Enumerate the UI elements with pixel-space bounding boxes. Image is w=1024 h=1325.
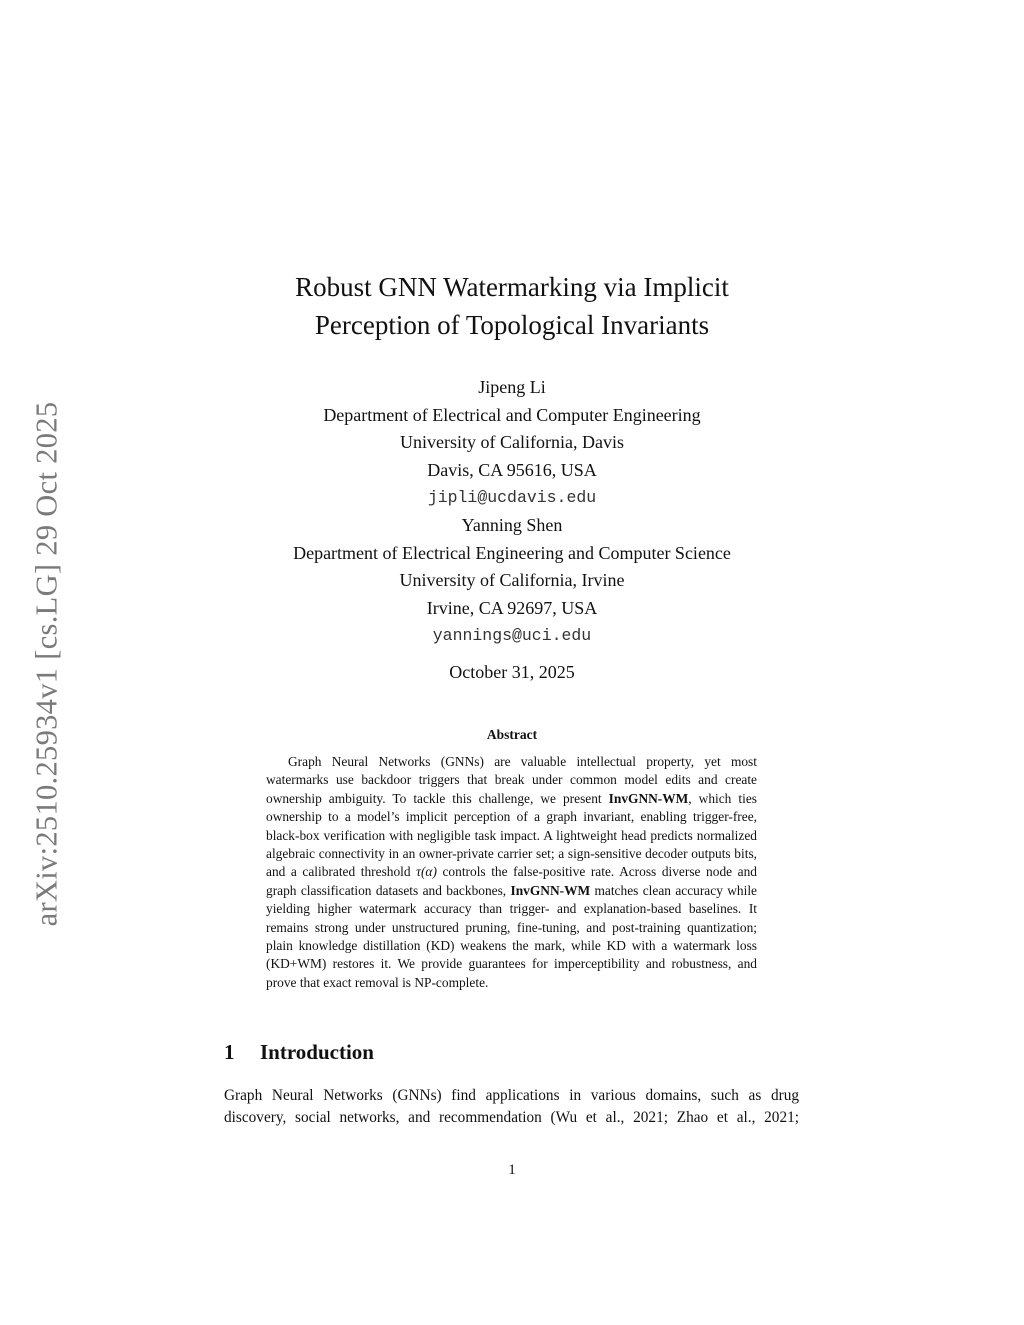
publication-date: October 31, 2025 bbox=[449, 662, 575, 682]
title-line-1: Robust GNN Watermarking via Implicit bbox=[295, 272, 729, 302]
method-name: InvGNN-WM bbox=[608, 790, 689, 806]
abstract-body bbox=[266, 753, 757, 992]
author-university: University of California, Irvine bbox=[399, 570, 625, 591]
author-name: Yanning Shen bbox=[461, 514, 563, 535]
author-name: Jipeng Li bbox=[478, 377, 546, 397]
author-location: Irvine, CA 92697, USA bbox=[426, 597, 598, 618]
threshold-symbol: τ(α) bbox=[416, 864, 437, 880]
author-department: Department of Electrical and Computer Engineering bbox=[323, 404, 701, 425]
title-line-2: Perception of Topological Invariants bbox=[314, 310, 710, 340]
section-title: Introduction bbox=[260, 1040, 374, 1064]
arxiv-identifier-stamp: arXiv:2510.25934v1 [cs.LG] 29 Oct 2025 bbox=[29, 401, 64, 927]
abstract-text: controls the false-positive rate. Across diverse node and graph classification datasets and backbones, bbox=[266, 864, 757, 898]
author-email: yannings@uci.edu bbox=[432, 626, 592, 646]
author-email: jipli@ucdavis.edu bbox=[427, 488, 597, 508]
abstract-heading: Abstract bbox=[486, 727, 538, 742]
section-heading bbox=[224, 1040, 374, 1065]
author-location: Davis, CA 95616, USA bbox=[427, 459, 597, 480]
paper-title bbox=[0, 268, 1024, 344]
page-number: 1 bbox=[508, 1162, 516, 1178]
abstract-text: , which ties ownership to a model’s implicit perception of a graph invariant, enabling trigger-free, black-box verification with negligible task impact. A lightweight head predicts normalized algebraic connectivity in an owner-private carrier set; a sign-sensitive decoder outputs bits, and a calibrated threshold bbox=[266, 790, 757, 880]
abstract-text: Graph Neural Networks (GNNs) are valuable intellectual property, yet most watermarks use backdoor triggers that break under common model edits and create ownership ambiguity. To tackle this challenge, we present bbox=[266, 754, 757, 806]
author-block bbox=[0, 374, 1024, 650]
method-name: InvGNN-WM bbox=[510, 882, 591, 898]
abstract-text: matches clean accuracy while yielding higher watermark accuracy than trigger- and explanation-based baselines. It remains strong under unstructured pruning, fine-tuning, and post-training quantization; plain knowledge distillation (KD) weakens the mark, while KD with a watermark loss (KD+WM) restores it. We provide guarantees for imperceptibility and robustness, and prove that exact removal is NP-complete. bbox=[266, 882, 757, 990]
author-department: Department of Electrical Engineering and Computer Science bbox=[293, 542, 731, 563]
author-university: University of California, Davis bbox=[400, 432, 624, 453]
section-number: 1 bbox=[224, 1040, 235, 1064]
introduction-paragraph: Graph Neural Networks (GNNs) find applications in various domains, such as drug discovery, social networks, and recommendation (Wu et al., 2021; Zhao et al., 2021; bbox=[224, 1087, 799, 1126]
